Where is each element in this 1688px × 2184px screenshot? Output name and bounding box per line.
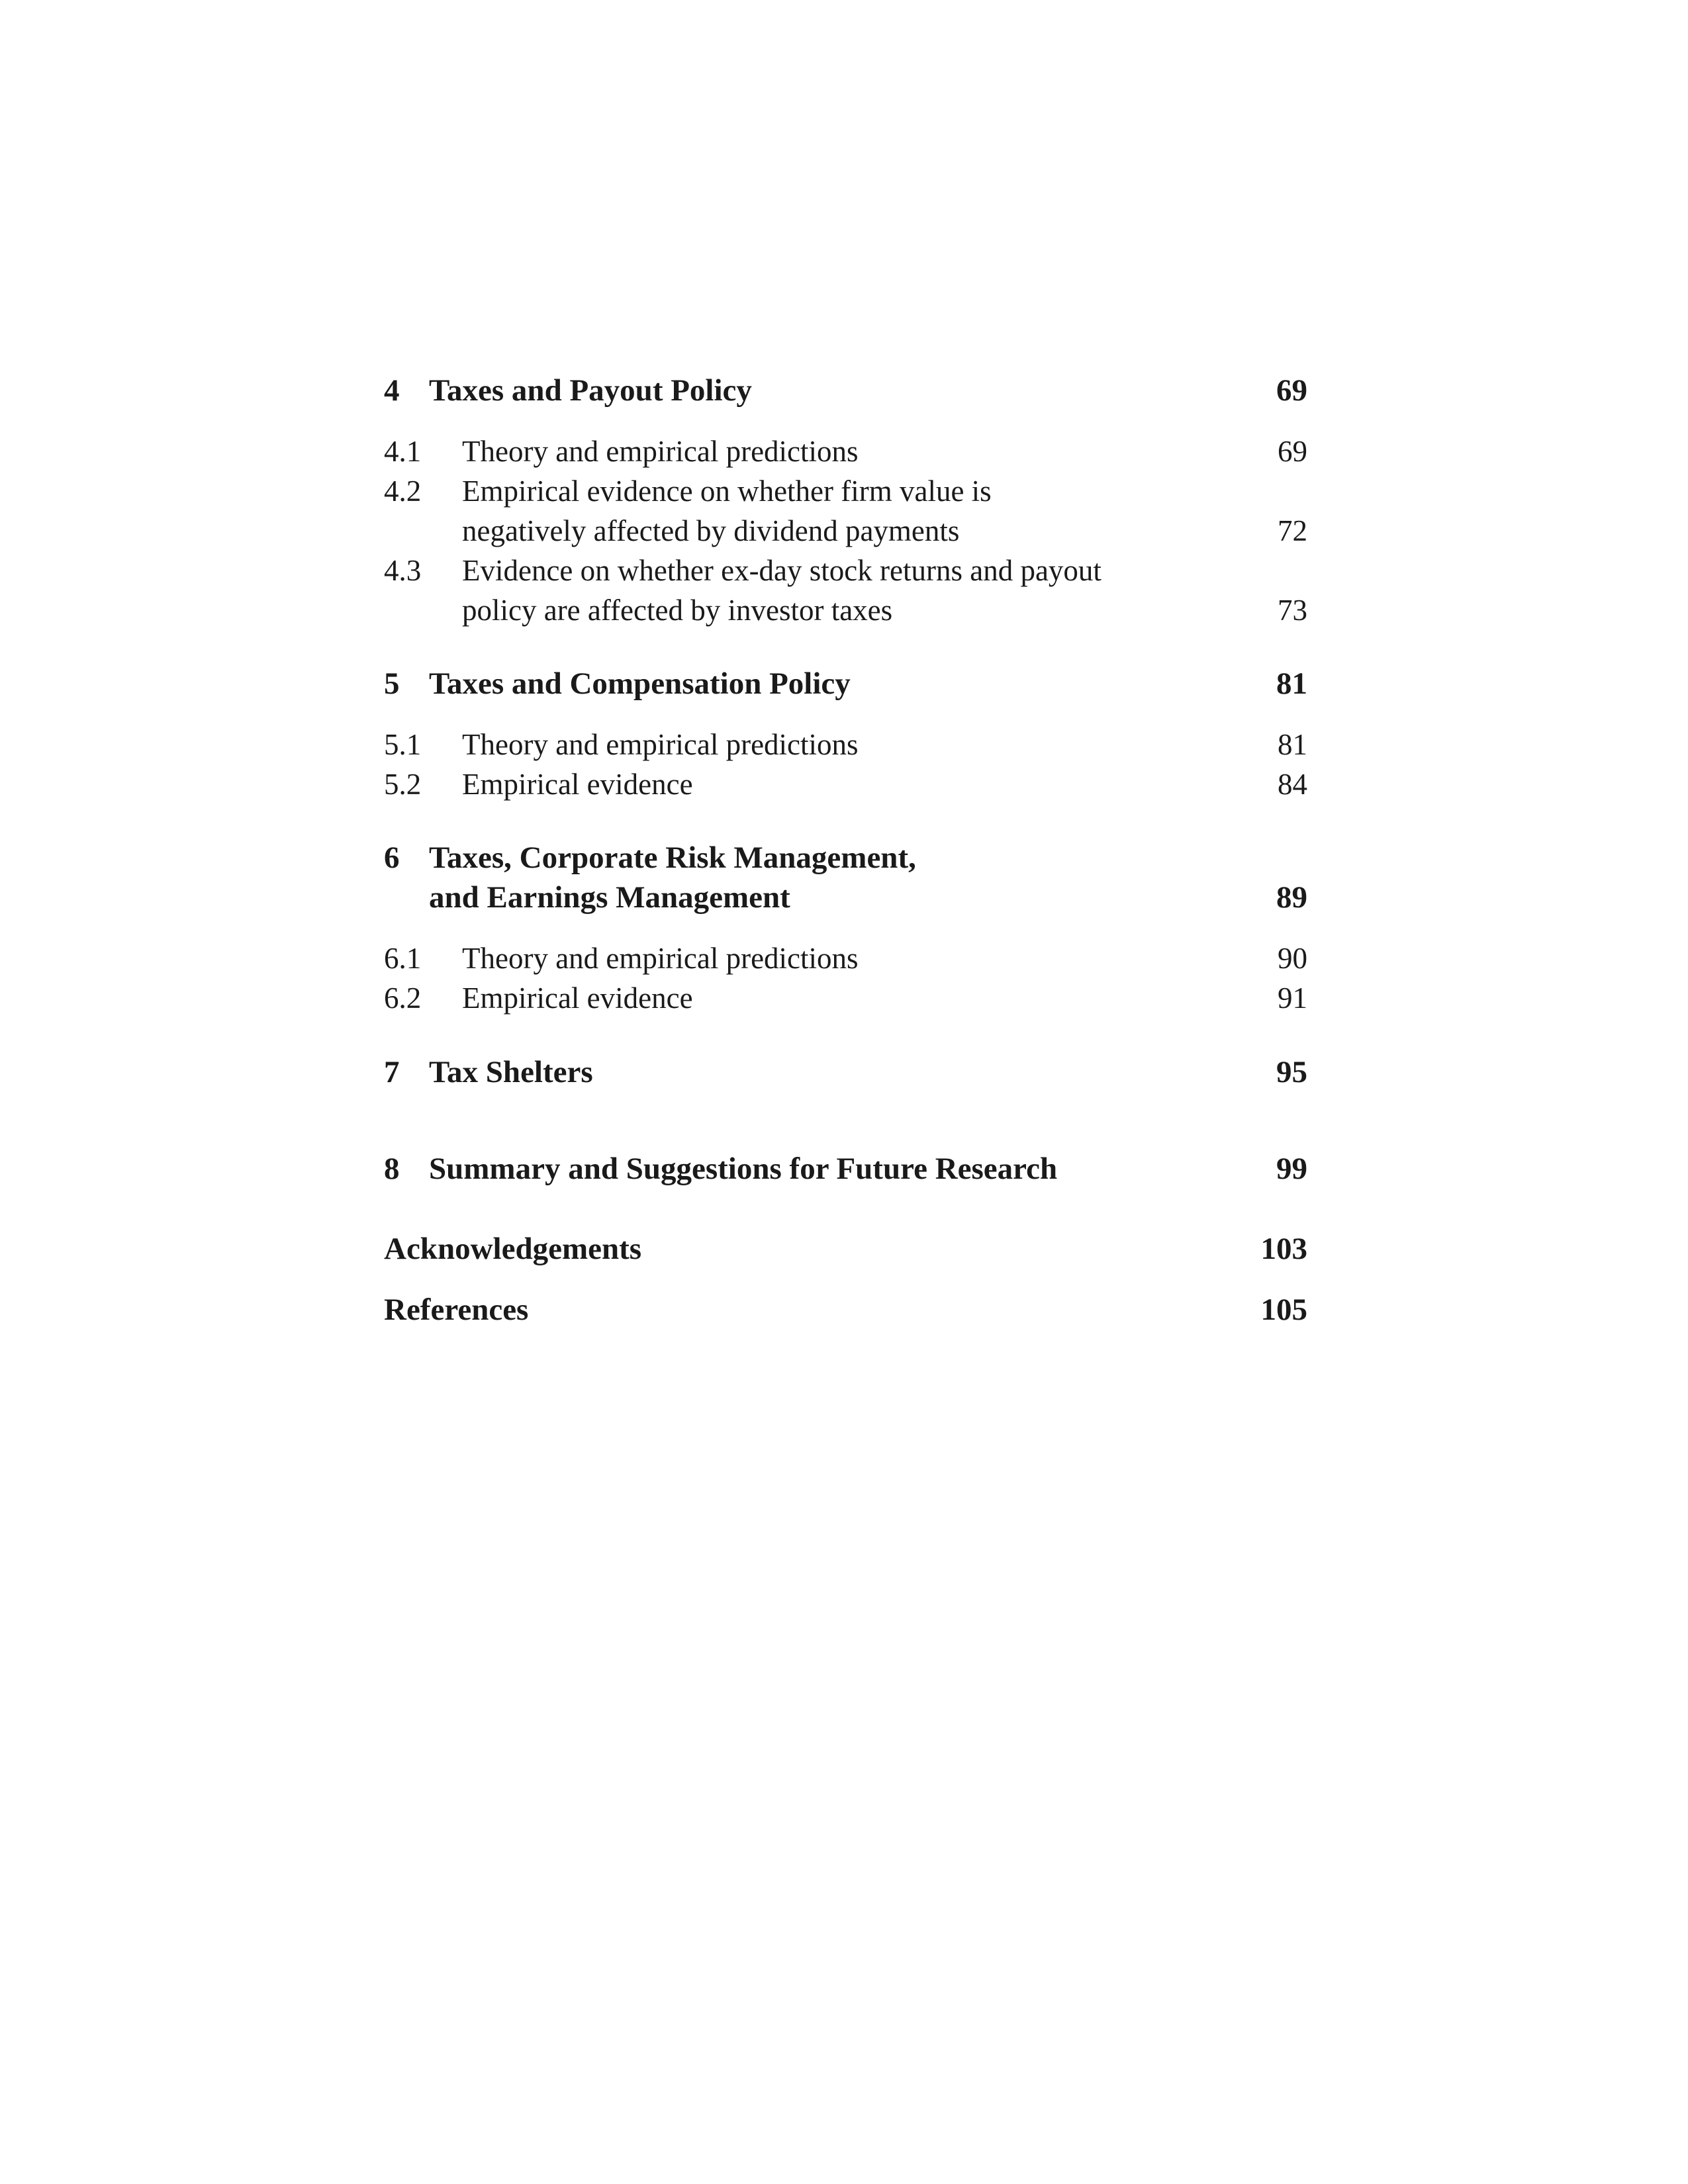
chapter-title: Taxes and Payout Policy [429, 373, 752, 408]
toc-chapter-7[interactable] [384, 1052, 1307, 1092]
toc-chapter-4[interactable] [384, 371, 1307, 410]
section-title: Theory and empirical predictions [462, 728, 859, 761]
page-number: 69 [1278, 435, 1307, 468]
toc-section-4-1[interactable] [384, 432, 1307, 471]
section-title: Theory and empirical predictions [462, 942, 859, 975]
toc-section-6-2[interactable] [384, 978, 1307, 1018]
toc-chapter-6[interactable] [384, 838, 1307, 878]
chapter-number: 7 [384, 1055, 400, 1089]
toc-section-4-3[interactable] [384, 551, 1307, 590]
front-matter-title: References [384, 1293, 529, 1327]
page-number: 105 [1260, 1293, 1307, 1327]
chapter-title-line-1: Taxes, Corporate Risk Management, [429, 841, 916, 875]
page-number: 72 [1278, 514, 1307, 547]
section-title: Theory and empirical predictions [462, 435, 859, 468]
toc-acknowledgements[interactable] [384, 1229, 1307, 1269]
section-number: 6.2 [384, 981, 422, 1015]
section-number: 5.2 [384, 768, 422, 801]
section-title: Empirical evidence [462, 981, 693, 1015]
section-title-line-2: negatively affected by dividend payments [462, 514, 960, 547]
toc-chapter-8[interactable] [384, 1149, 1307, 1189]
page-number: 81 [1276, 666, 1307, 701]
section-number: 4.3 [384, 554, 422, 587]
toc-chapter-6-cont[interactable] [384, 878, 1307, 917]
chapter-title: Tax Shelters [429, 1055, 593, 1089]
toc-references[interactable] [384, 1290, 1307, 1330]
section-number: 6.1 [384, 942, 422, 975]
section-title-line-2: policy are affected by investor taxes [462, 594, 893, 627]
page-number: 69 [1276, 373, 1307, 408]
page-number: 81 [1278, 728, 1307, 761]
toc-section-4-2-cont[interactable] [384, 511, 1307, 551]
toc-section-4-2[interactable] [384, 471, 1307, 511]
chapter-number: 6 [384, 841, 400, 875]
toc-section-4-3-cont[interactable] [384, 590, 1307, 630]
toc-section-6-1[interactable] [384, 938, 1307, 978]
chapter-title: Taxes and Compensation Policy [429, 666, 851, 701]
page-number: 73 [1278, 594, 1307, 627]
page-number: 103 [1260, 1232, 1307, 1266]
section-title-line-1: Empirical evidence on whether firm value is [462, 475, 992, 508]
chapter-title: Summary and Suggestions for Future Research [429, 1152, 1058, 1186]
toc-section-5-2[interactable] [384, 764, 1307, 804]
chapter-number: 5 [384, 666, 400, 701]
section-title: Empirical evidence [462, 768, 693, 801]
page-number: 91 [1278, 981, 1307, 1015]
section-title-line-1: Evidence on whether ex-day stock returns and payout [462, 554, 1102, 587]
page-number: 89 [1276, 880, 1307, 915]
front-matter-title: Acknowledgements [384, 1232, 642, 1266]
chapter-number: 4 [384, 373, 400, 408]
page-number: 84 [1278, 768, 1307, 801]
page-number: 95 [1276, 1055, 1307, 1089]
section-number: 4.1 [384, 435, 422, 468]
chapter-number: 8 [384, 1152, 400, 1186]
section-number: 5.1 [384, 728, 422, 761]
page-number: 90 [1278, 942, 1307, 975]
toc-section-5-1[interactable] [384, 725, 1307, 764]
toc-chapter-5[interactable] [384, 664, 1307, 704]
page-number: 99 [1276, 1152, 1307, 1186]
chapter-title-line-2: and Earnings Management [429, 880, 790, 915]
section-number: 4.2 [384, 475, 422, 508]
